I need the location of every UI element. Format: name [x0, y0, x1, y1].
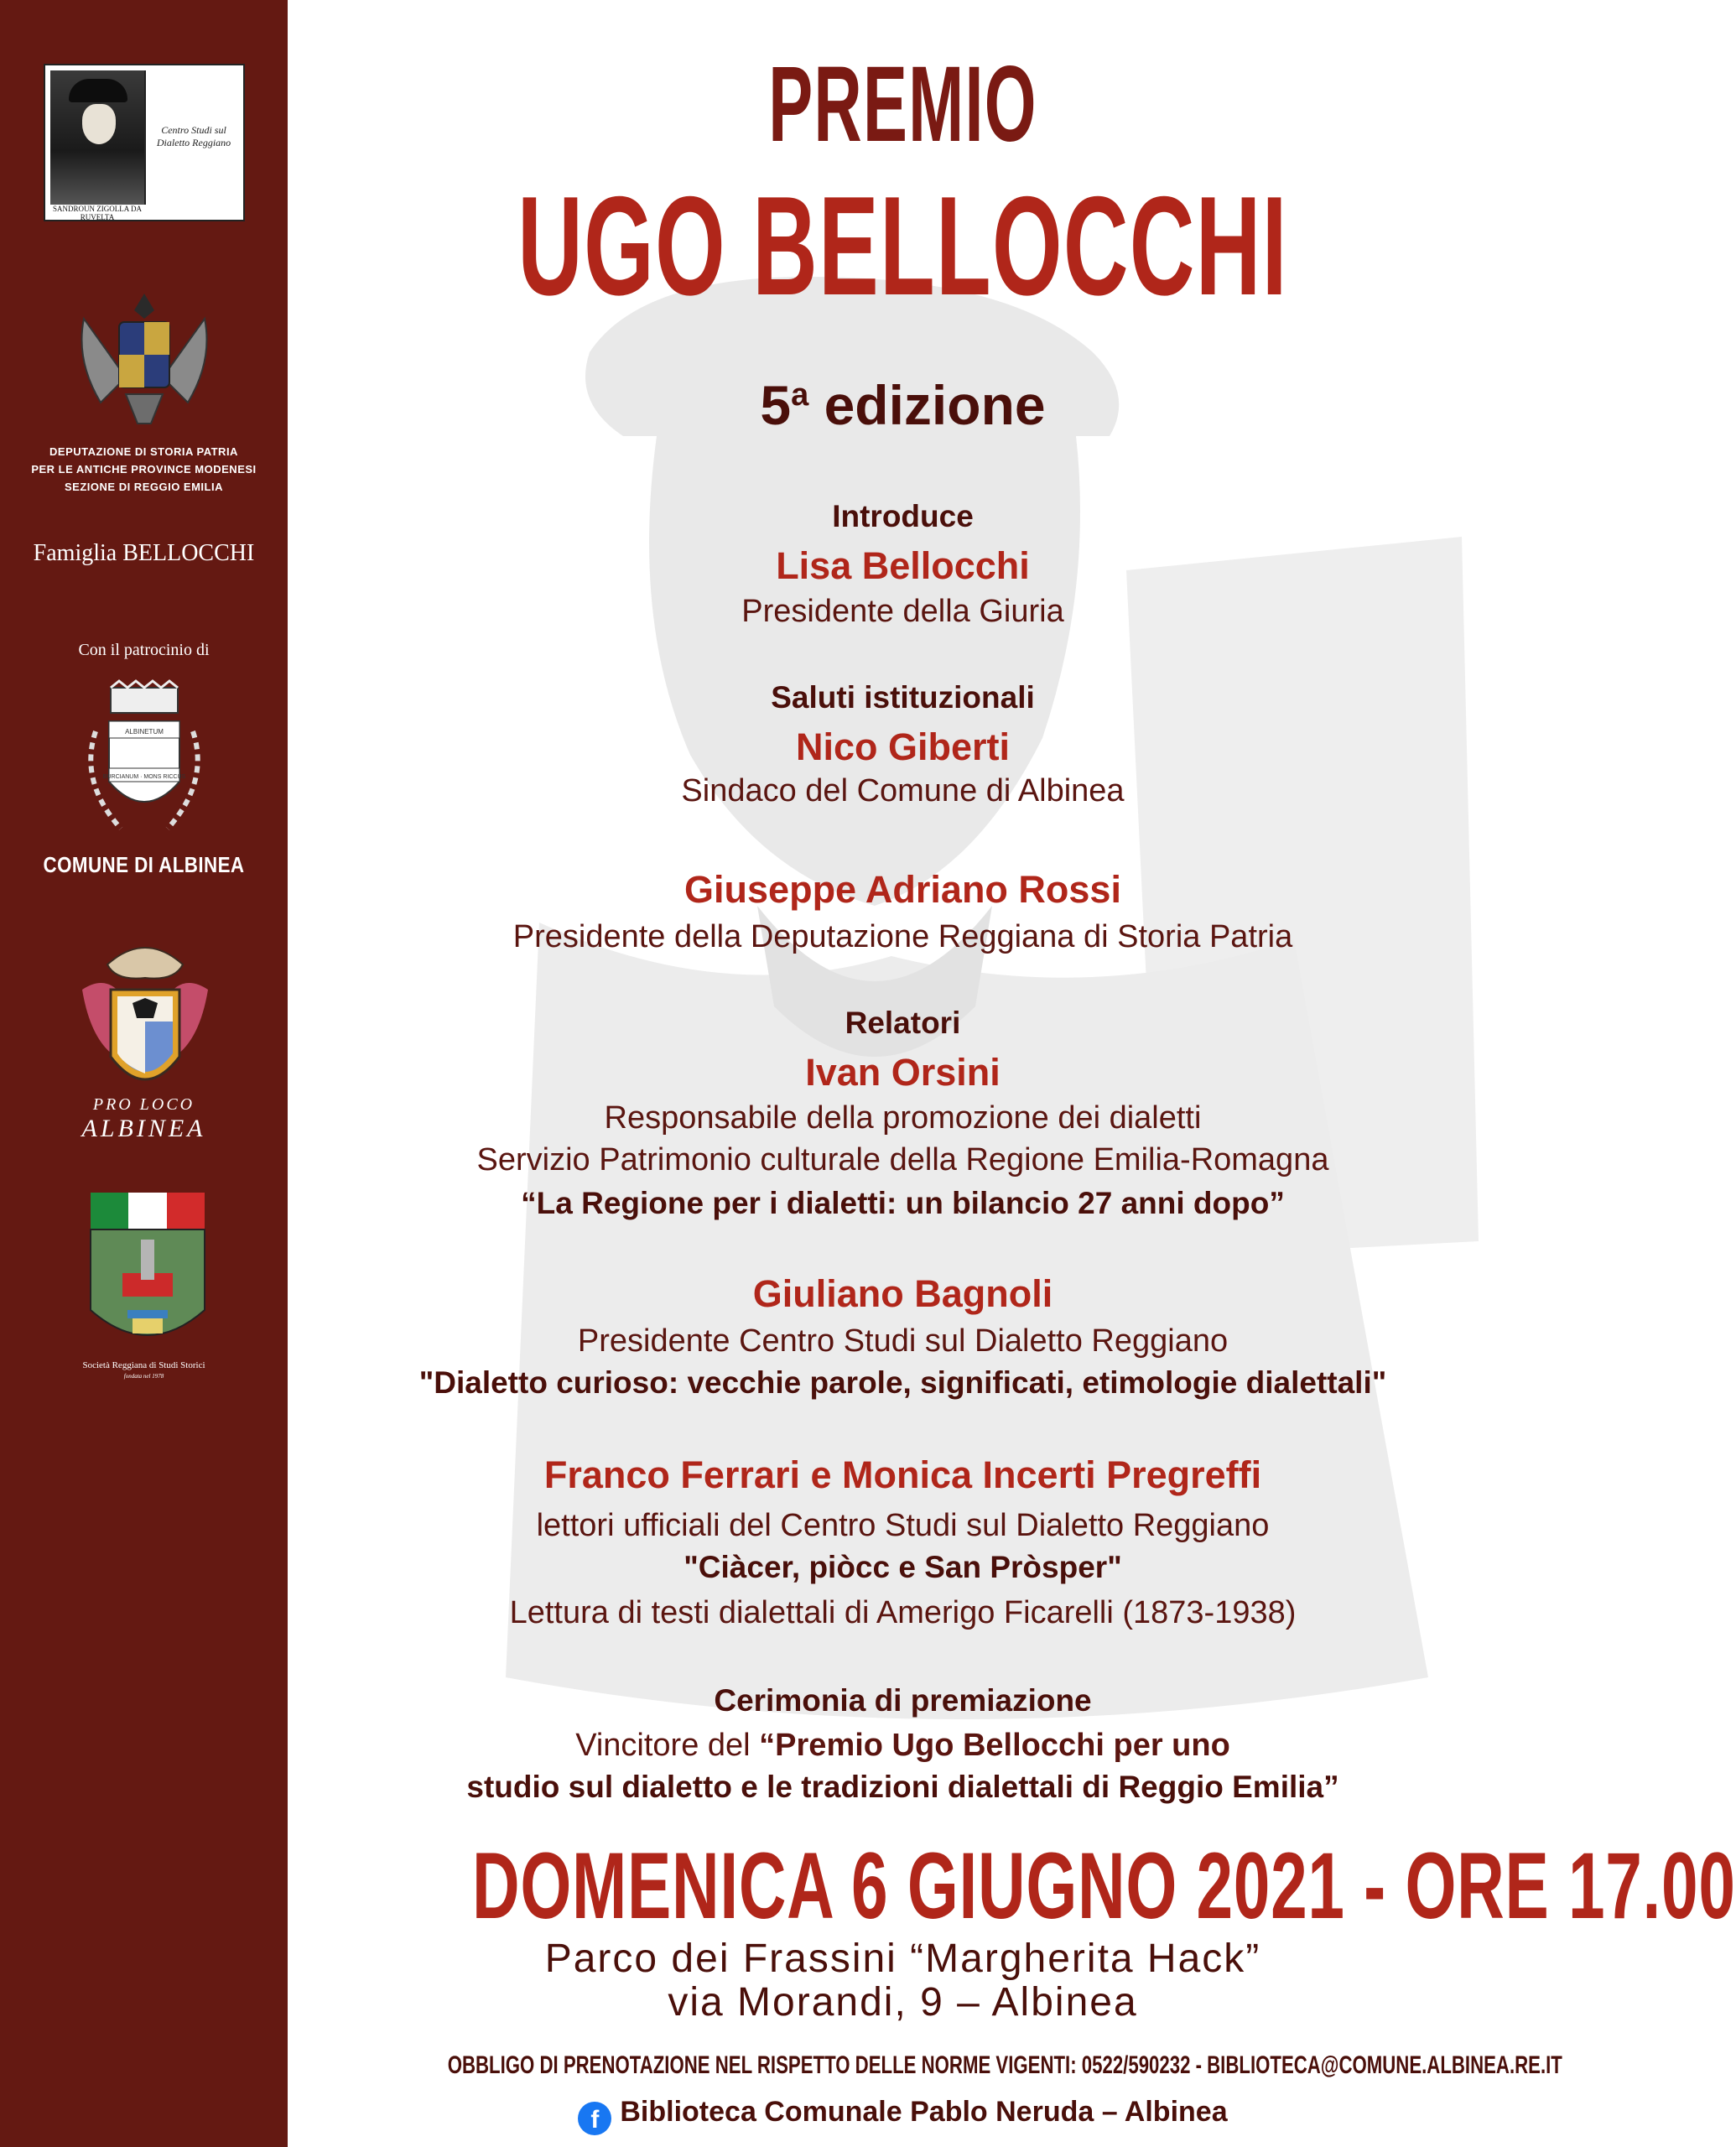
ferrari-reading: Lettura di testi dialettali di Amerigo Ficarelli (1873-1938) — [509, 1595, 1297, 1630]
logo-caption-right: Centro Studi sul Dialetto Reggiano — [156, 124, 231, 148]
saluti-name: Nico Giberti — [795, 725, 1011, 768]
portrait-engraving — [50, 70, 146, 205]
facebook-icon[interactable]: f — [578, 2102, 611, 2135]
comune-albinea-label: COMUNE DI ALBINEA — [43, 852, 245, 877]
pro-loco-crest — [74, 931, 216, 1105]
orsini-role-2: Servizio Patrimonio culturale della Regione Emilia-Romagna — [476, 1142, 1329, 1177]
logo-caption-bottom: SANDROUN ZIGOLLA DA RUVELTA — [53, 205, 142, 221]
rossi-name: Giuseppe Adriano Rossi — [684, 868, 1121, 911]
pro-loco-line-2: ALBINEA — [81, 1115, 206, 1142]
orsini-role-1: Responsabile della promozione dei dialetti — [604, 1100, 1202, 1136]
orsini-name: Ivan Orsini — [805, 1051, 1001, 1094]
bagnoli-role: Presidente Centro Studi sul Dialetto Reggiano — [577, 1323, 1229, 1359]
comune-albinea-crest — [70, 681, 218, 849]
intro-role: Presidente della Giuria — [741, 594, 1064, 629]
event-date: DOMENICA 6 GIUGNO 2021 - ORE 17.00 — [472, 1833, 1736, 1938]
main-poster — [288, 0, 1736, 2147]
venue-line-1: Parco dei Frassini “Margherita Hack” — [544, 1936, 1261, 1981]
sidebar — [0, 0, 288, 2147]
ceremony-award-1: “Premio Ugo Bellocchi per uno — [759, 1728, 1230, 1763]
title-ugo-wrap — [288, 167, 1518, 325]
deputazione-line-2: PER LE ANTICHE PROVINCE MODENESI — [31, 463, 257, 476]
comune-shield-top-text: ALBINETUM — [125, 728, 164, 736]
facebook-page-name[interactable]: Biblioteca Comunale Pablo Neruda – Albinea — [620, 2096, 1228, 2128]
ferrari-name: Franco Ferrari e Monica Incerti Pregreffi — [543, 1453, 1262, 1496]
edition-number: 5 — [760, 374, 792, 436]
event-date-wrap — [288, 1833, 1736, 1938]
booking-notice-wrap — [288, 2051, 1562, 2080]
bagnoli-name: Giuliano Bagnoli — [752, 1272, 1053, 1315]
ceremony-line-2: studio sul dialetto e le tradizioni dialettali di Reggio Emilia” — [466, 1770, 1339, 1804]
title-premio: PREMIO — [768, 44, 1037, 164]
booking-notice: OBBLIGO DI PRENOTAZIONE NEL RISPETTO DELLE NORME VIGENTI: 0522/590232 - BIBLIOTECA@COMUNE.ALBINEA.RE.IT — [447, 2051, 1562, 2079]
edition-word: edizione — [824, 374, 1046, 436]
rossi-role: Presidente della Deputazione Reggiana di Storia Patria — [512, 919, 1293, 954]
orsini-talk: “La Regione per i dialetti: un bilancio 27 anni dopo” — [521, 1186, 1285, 1220]
patrocinio-label: Con il patrocinio di — [78, 641, 210, 659]
saluti-heading: Saluti istituzionali — [771, 680, 1035, 715]
centro-studi-logo — [44, 64, 245, 221]
societa-reggiana-sub: fondata nel 1978 — [123, 1373, 164, 1380]
ceremony-heading: Cerimonia di premiazione — [714, 1683, 1092, 1718]
relatori-heading: Relatori — [845, 1006, 961, 1040]
facebook-footer[interactable] — [288, 2095, 1518, 2135]
title-premio-wrap — [288, 44, 1518, 164]
ceremony-prefix: Vincitore del — [575, 1728, 760, 1763]
deputazione-line-3: SEZIONE DI REGGIO EMILIA — [65, 481, 223, 493]
saluti-role: Sindaco del Comune di Albinea — [681, 773, 1125, 808]
intro-name: Lisa Bellocchi — [776, 544, 1030, 587]
venue-line-2: via Morandi, 9 – Albinea — [668, 1980, 1138, 2025]
deputazione-text — [0, 443, 288, 496]
comune-albinea-label-wrap — [0, 852, 288, 878]
societa-reggiana-label: Società Reggiana di Studi Storici — [82, 1360, 205, 1370]
ferrari-talk: "Ciàcer, piòcc e San Pròsper" — [683, 1550, 1122, 1584]
ceremony-line-1 — [288, 1724, 1518, 1766]
famiglia-bellocchi: Famiglia BELLOCCHI — [33, 540, 255, 566]
deputazione-eagle-crest — [67, 285, 221, 436]
comune-shield-bottom-text: BURCIANUM · MONS RICCUS — [102, 774, 186, 780]
title-ugo-bellocchi: UGO BELLOCCHI — [517, 167, 1288, 325]
edition-label — [288, 366, 1518, 434]
pro-loco-line-1: PRO LOCO — [92, 1095, 195, 1114]
ferrari-role: lettori ufficiali del Centro Studi sul Dialetto Reggiano — [536, 1508, 1270, 1543]
edition-superscript: a — [791, 377, 809, 413]
bagnoli-talk: "Dialetto curioso: vecchie parole, significati, etimologie dialettali" — [418, 1365, 1387, 1400]
deputazione-line-1: DEPUTAZIONE DI STORIA PATRIA — [49, 445, 238, 458]
pro-loco-label — [0, 1095, 288, 1143]
societa-reggiana-crest — [91, 1193, 205, 1357]
intro-heading: Introduce — [832, 499, 974, 533]
